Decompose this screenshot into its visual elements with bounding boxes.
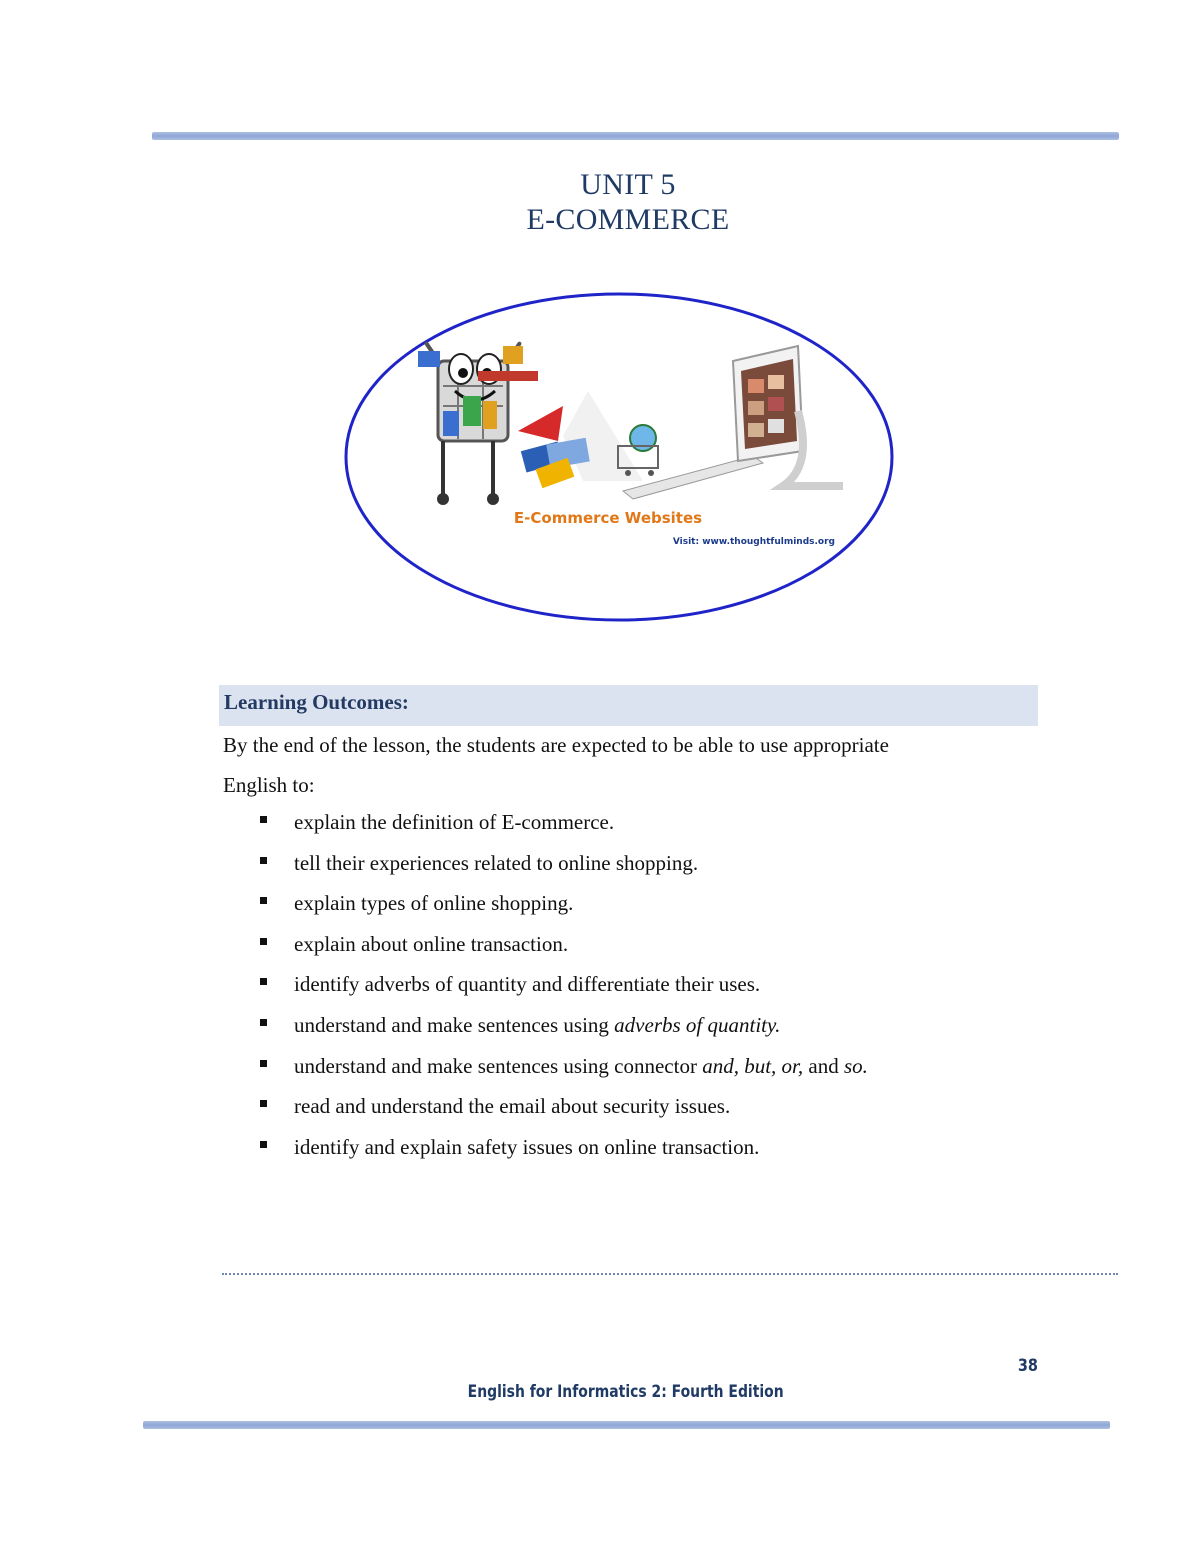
outcome-item: explain about online transaction.	[222, 925, 1022, 966]
outcome-item: tell their experiences related to online shopping.	[222, 844, 1022, 885]
footer-book-title: English for Informatics 2: Fourth Edition	[468, 1382, 784, 1402]
figure-caption: E-Commerce Websites	[513, 509, 703, 527]
learning-outcomes-header	[219, 685, 1038, 726]
square-bullet-icon	[260, 816, 267, 823]
outcome-item: identify adverbs of quantity and differentiate their uses.	[222, 965, 1022, 1006]
learning-outcomes-heading: Learning Outcomes:	[224, 690, 409, 714]
unit-topic-title: E-COMMERCE	[526, 203, 730, 236]
page-number: 38	[1017, 1356, 1038, 1376]
outcome-item: understand and make sentences using adverbs of quantity.	[222, 1006, 1022, 1047]
outcome-item: read and understand the email about security issues.	[222, 1087, 1022, 1128]
square-bullet-icon	[260, 1141, 267, 1148]
square-bullet-icon	[260, 1100, 267, 1107]
outcome-item: identify and explain safety issues on online transaction.	[222, 1128, 1022, 1169]
bottom-decorative-rule	[143, 1421, 1110, 1429]
square-bullet-icon	[260, 938, 267, 945]
intro-line-1: By the end of the lesson, the students are expected to be able to use appropriate	[223, 733, 889, 757]
figure-visit-url: Visit: www.thoughtfulminds.org	[672, 537, 835, 547]
square-bullet-icon	[260, 897, 267, 904]
intro-line-2: English to:	[223, 773, 315, 797]
unit-number-title: UNIT 5	[580, 168, 676, 201]
square-bullet-icon	[260, 1019, 267, 1026]
top-decorative-rule	[152, 132, 1119, 140]
square-bullet-icon	[260, 978, 267, 985]
square-bullet-icon	[260, 1060, 267, 1067]
outcome-item: understand and make sentences using connector and, but, or, and so.	[222, 1047, 1022, 1088]
learning-outcomes-list	[222, 803, 1022, 1168]
ecommerce-illustration	[343, 291, 895, 623]
footer-dotted-divider	[222, 1273, 1118, 1275]
outcome-item: explain types of online shopping.	[222, 884, 1022, 925]
outcome-item: explain the definition of E-commerce.	[222, 803, 1022, 844]
learning-outcomes-intro	[223, 725, 1033, 805]
square-bullet-icon	[260, 857, 267, 864]
